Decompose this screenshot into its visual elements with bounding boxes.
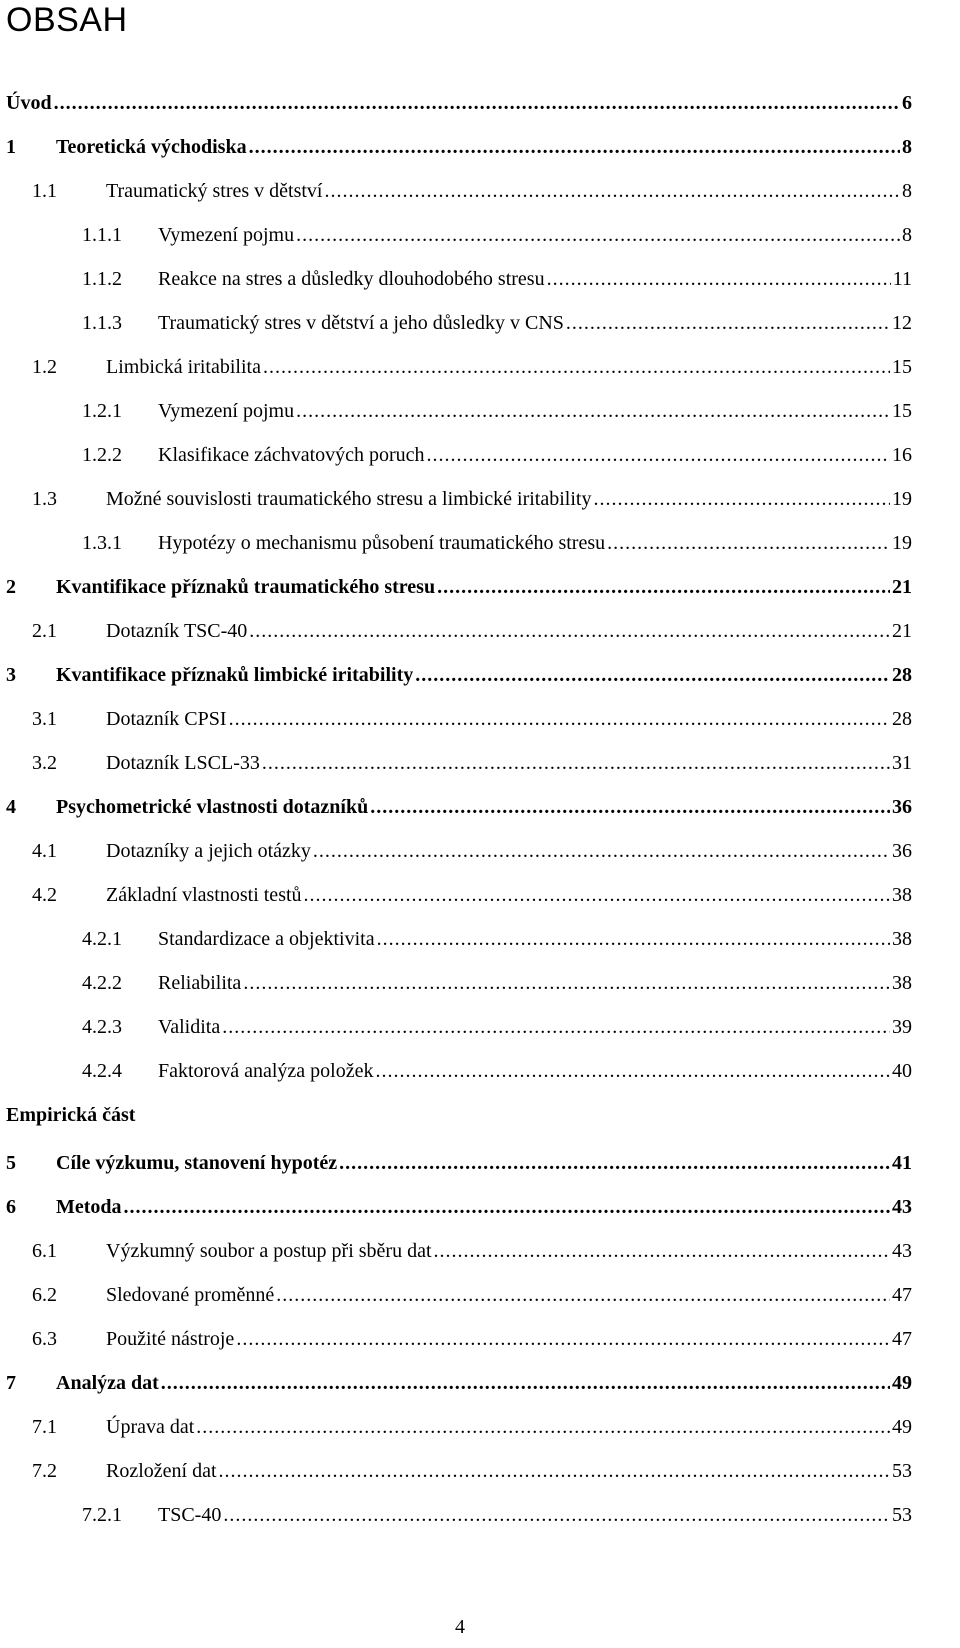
toc-entry[interactable] bbox=[82, 1010, 912, 1044]
toc-entry-page: 21 bbox=[892, 620, 912, 642]
toc-entry-page: 49 bbox=[892, 1416, 912, 1438]
toc-entry-number: 1.2.2 bbox=[82, 444, 122, 466]
toc-entry[interactable] bbox=[32, 878, 912, 912]
page-title: OBSAH bbox=[6, 1, 128, 39]
toc-entry-number: 1.1.3 bbox=[82, 312, 122, 334]
toc-entry-page: 15 bbox=[892, 356, 912, 378]
toc-leader-dots bbox=[427, 438, 890, 472]
toc-entry-title: Reliabilita bbox=[158, 972, 242, 994]
page-number: 4 bbox=[455, 1616, 465, 1638]
toc-entry-title: Dotazník CPSI bbox=[106, 708, 227, 730]
toc-leader-dots bbox=[566, 306, 890, 340]
toc-leader-dots bbox=[236, 1322, 890, 1356]
toc-entry-title: Cíle výzkumu, stanovení hypotéz bbox=[56, 1152, 338, 1174]
toc-entry-title: Kvantifikace příznaků limbické iritability bbox=[56, 664, 414, 686]
toc-entry-title: Psychometrické vlastnosti dotazníků bbox=[56, 796, 369, 818]
toc-entry[interactable] bbox=[32, 702, 912, 736]
toc-leader-dots bbox=[324, 174, 900, 208]
toc-entry-title: Použité nástroje bbox=[106, 1328, 235, 1350]
toc-entry-number: 6 bbox=[6, 1196, 16, 1218]
toc-leader-dots bbox=[437, 570, 890, 604]
toc-entry-title: Klasifikace záchvatových poruch bbox=[158, 444, 425, 466]
toc-entry-number: 1.2.1 bbox=[82, 400, 122, 422]
toc-leader-dots bbox=[249, 614, 890, 648]
toc-entry-number: 4 bbox=[6, 796, 16, 818]
toc-entry-page: 19 bbox=[892, 488, 912, 510]
toc-entry-page: 47 bbox=[892, 1284, 912, 1306]
toc-entry-title: Traumatický stres v dětství a jeho důsledky v CNS bbox=[158, 312, 564, 334]
toc-entry[interactable] bbox=[6, 1190, 912, 1224]
toc-entry-title: Úvod bbox=[6, 92, 52, 114]
toc-entry-number: 4.2.1 bbox=[82, 928, 122, 950]
toc-entry-page: 38 bbox=[892, 884, 912, 906]
toc-leader-dots bbox=[219, 1454, 890, 1488]
toc-entry-page: 43 bbox=[892, 1240, 912, 1262]
toc-entry-title: Analýza dat bbox=[56, 1372, 159, 1394]
toc-leader-dots bbox=[124, 1190, 890, 1224]
toc-entry-title: Metoda bbox=[56, 1196, 122, 1218]
toc-entry[interactable] bbox=[6, 790, 912, 824]
toc-entry[interactable] bbox=[82, 526, 912, 560]
toc-entry[interactable] bbox=[6, 86, 912, 120]
toc-entry-title: Limbická iritabilita bbox=[106, 356, 261, 378]
toc-entry-number: 2 bbox=[6, 576, 16, 598]
toc-entry-page: 16 bbox=[892, 444, 912, 466]
toc-section-heading: Empirická část bbox=[6, 1104, 136, 1126]
toc-entry-number: 4.2.4 bbox=[82, 1060, 122, 1082]
toc-entry[interactable] bbox=[6, 658, 912, 692]
toc-entry[interactable] bbox=[82, 922, 912, 956]
toc-entry[interactable] bbox=[32, 1454, 912, 1488]
toc-entry-page: 47 bbox=[892, 1328, 912, 1350]
toc-entry-number: 1.3 bbox=[32, 488, 57, 510]
toc-entry-number: 4.2.2 bbox=[82, 972, 122, 994]
toc-leader-dots bbox=[434, 1234, 890, 1268]
toc-entry-page: 28 bbox=[892, 708, 912, 730]
toc-leader-dots bbox=[370, 790, 890, 824]
toc-leader-dots bbox=[296, 218, 900, 252]
toc-entry-number: 7.2.1 bbox=[82, 1504, 122, 1526]
toc-entry-number: 7.2 bbox=[32, 1460, 57, 1482]
toc-entry[interactable] bbox=[32, 746, 912, 780]
toc-leader-dots bbox=[593, 482, 890, 516]
toc-entry-number: 5 bbox=[6, 1152, 16, 1174]
toc-entry-title: Hypotézy o mechanismu působení traumatického stresu bbox=[158, 532, 606, 554]
toc-leader-dots bbox=[243, 966, 890, 1000]
toc-leader-dots bbox=[196, 1410, 890, 1444]
toc-entry-page: 43 bbox=[892, 1196, 912, 1218]
toc-leader-dots bbox=[339, 1146, 890, 1180]
toc-entry-page: 38 bbox=[892, 928, 912, 950]
toc-entry-page: 53 bbox=[892, 1504, 912, 1526]
toc-leader-dots bbox=[296, 394, 890, 428]
toc-entry-title: Sledované proměnné bbox=[106, 1284, 275, 1306]
toc-entry[interactable] bbox=[32, 1278, 912, 1312]
toc-entry[interactable] bbox=[82, 262, 912, 296]
toc-entry-number: 7 bbox=[6, 1372, 16, 1394]
toc-entry[interactable] bbox=[32, 350, 912, 384]
toc-entry-number: 6.2 bbox=[32, 1284, 57, 1306]
toc-leader-dots bbox=[229, 702, 890, 736]
toc-leader-dots bbox=[607, 526, 890, 560]
toc-entry[interactable] bbox=[32, 1234, 912, 1268]
toc-entry-title: Traumatický stres v dětství bbox=[106, 180, 323, 202]
toc-entry-title: Standardizace a objektivita bbox=[158, 928, 375, 950]
toc-entry-title: TSC-40 bbox=[158, 1504, 222, 1526]
toc-entry[interactable] bbox=[32, 614, 912, 648]
toc-entry-page: 15 bbox=[892, 400, 912, 422]
toc-entry[interactable] bbox=[82, 306, 912, 340]
toc-entry-number: 1.1.2 bbox=[82, 268, 122, 290]
toc-entry-number: 4.2 bbox=[32, 884, 57, 906]
toc-entry-title: Dotazník TSC-40 bbox=[106, 620, 248, 642]
toc-entry[interactable] bbox=[82, 1498, 912, 1532]
toc-leader-dots bbox=[54, 86, 900, 120]
toc-entry[interactable] bbox=[32, 482, 912, 516]
toc-entry[interactable] bbox=[82, 438, 912, 472]
toc-entry-page: 39 bbox=[892, 1016, 912, 1038]
toc-entry-number: 3 bbox=[6, 664, 16, 686]
toc-entry-title: Validita bbox=[158, 1016, 221, 1038]
toc-leader-dots bbox=[375, 1054, 890, 1088]
toc-entry-number: 3.1 bbox=[32, 708, 57, 730]
toc-entry-title: Rozložení dat bbox=[106, 1460, 217, 1482]
toc-entry-page: 49 bbox=[892, 1372, 912, 1394]
toc-entry-page: 8 bbox=[902, 224, 912, 246]
toc-leader-dots bbox=[249, 130, 900, 164]
toc-entry-page: 53 bbox=[892, 1460, 912, 1482]
toc-entry[interactable] bbox=[82, 394, 912, 428]
toc-entry[interactable] bbox=[32, 174, 912, 208]
toc-entry-page: 28 bbox=[892, 664, 912, 686]
toc-leader-dots bbox=[377, 922, 890, 956]
toc-entry[interactable] bbox=[6, 1366, 912, 1400]
toc-entry[interactable] bbox=[32, 1410, 912, 1444]
toc-entry-title: Dotazník LSCL-33 bbox=[106, 752, 260, 774]
toc-entry-number: 1.1 bbox=[32, 180, 57, 202]
toc-entry-number: 6.3 bbox=[32, 1328, 57, 1350]
toc-entry-page: 31 bbox=[892, 752, 912, 774]
toc-entry[interactable] bbox=[6, 130, 912, 164]
toc-entry[interactable] bbox=[6, 570, 912, 604]
toc-entry-number: 3.2 bbox=[32, 752, 57, 774]
toc-entry-page: 6 bbox=[902, 92, 912, 114]
toc-entry-number: 7.1 bbox=[32, 1416, 57, 1438]
toc-leader-dots bbox=[222, 1010, 890, 1044]
toc-entry-page: 8 bbox=[902, 136, 912, 158]
toc-entry-title: Základní vlastnosti testů bbox=[106, 884, 302, 906]
toc-entry-title: Kvantifikace příznaků traumatického stresu bbox=[56, 576, 436, 598]
toc-entry[interactable] bbox=[32, 834, 912, 868]
toc-entry-title: Faktorová analýza položek bbox=[158, 1060, 374, 1082]
toc-entry[interactable] bbox=[82, 966, 912, 1000]
toc-entry-number: 2.1 bbox=[32, 620, 57, 642]
toc-entry-page: 38 bbox=[892, 972, 912, 994]
toc-leader-dots bbox=[313, 834, 890, 868]
toc-entry-number: 1.3.1 bbox=[82, 532, 122, 554]
toc-leader-dots bbox=[547, 262, 891, 296]
toc-entry-title: Reakce na stres a důsledky dlouhodobého stresu bbox=[158, 268, 545, 290]
toc-entry[interactable] bbox=[82, 1054, 912, 1088]
toc-entry-title: Teoretická východiska bbox=[56, 136, 247, 158]
toc-entry-number: 1.1.1 bbox=[82, 224, 122, 246]
toc-entry-number: 4.2.3 bbox=[82, 1016, 122, 1038]
toc-leader-dots bbox=[415, 658, 890, 692]
toc-entry-title: Možné souvislosti traumatického stresu a limbické iritability bbox=[106, 488, 592, 510]
toc-entry-title: Dotazníky a jejich otázky bbox=[106, 840, 311, 862]
toc-leader-dots bbox=[262, 746, 890, 780]
toc-entry[interactable] bbox=[6, 1146, 912, 1180]
toc-leader-dots bbox=[304, 878, 890, 912]
toc-entry-page: 12 bbox=[892, 312, 912, 334]
toc-entry-page: 36 bbox=[892, 840, 912, 862]
toc-entry-number: 1.2 bbox=[32, 356, 57, 378]
toc-entry-page: 8 bbox=[902, 180, 912, 202]
toc-entry-page: 19 bbox=[892, 532, 912, 554]
toc-entry[interactable] bbox=[32, 1322, 912, 1356]
toc-entry-page: 41 bbox=[892, 1152, 912, 1174]
toc-leader-dots bbox=[223, 1498, 890, 1532]
toc-leader-dots bbox=[276, 1278, 890, 1312]
toc-leader-dots bbox=[263, 350, 890, 384]
toc-entry-title: Vymezení pojmu bbox=[158, 224, 295, 246]
toc-entry-title: Výzkumný soubor a postup při sběru dat bbox=[106, 1240, 432, 1262]
toc-entry-number: 4.1 bbox=[32, 840, 57, 862]
toc-entry-number: 6.1 bbox=[32, 1240, 57, 1262]
toc-entry-page: 40 bbox=[892, 1060, 912, 1082]
toc-entry-page: 36 bbox=[892, 796, 912, 818]
toc-entry-page: 11 bbox=[892, 268, 912, 290]
toc-entry-title: Vymezení pojmu bbox=[158, 400, 295, 422]
toc-entry-number: 1 bbox=[6, 136, 16, 158]
toc-entry-title: Úprava dat bbox=[106, 1416, 195, 1438]
toc-leader-dots bbox=[161, 1366, 890, 1400]
toc-entry[interactable] bbox=[82, 218, 912, 252]
toc-entry-page: 21 bbox=[892, 576, 912, 598]
